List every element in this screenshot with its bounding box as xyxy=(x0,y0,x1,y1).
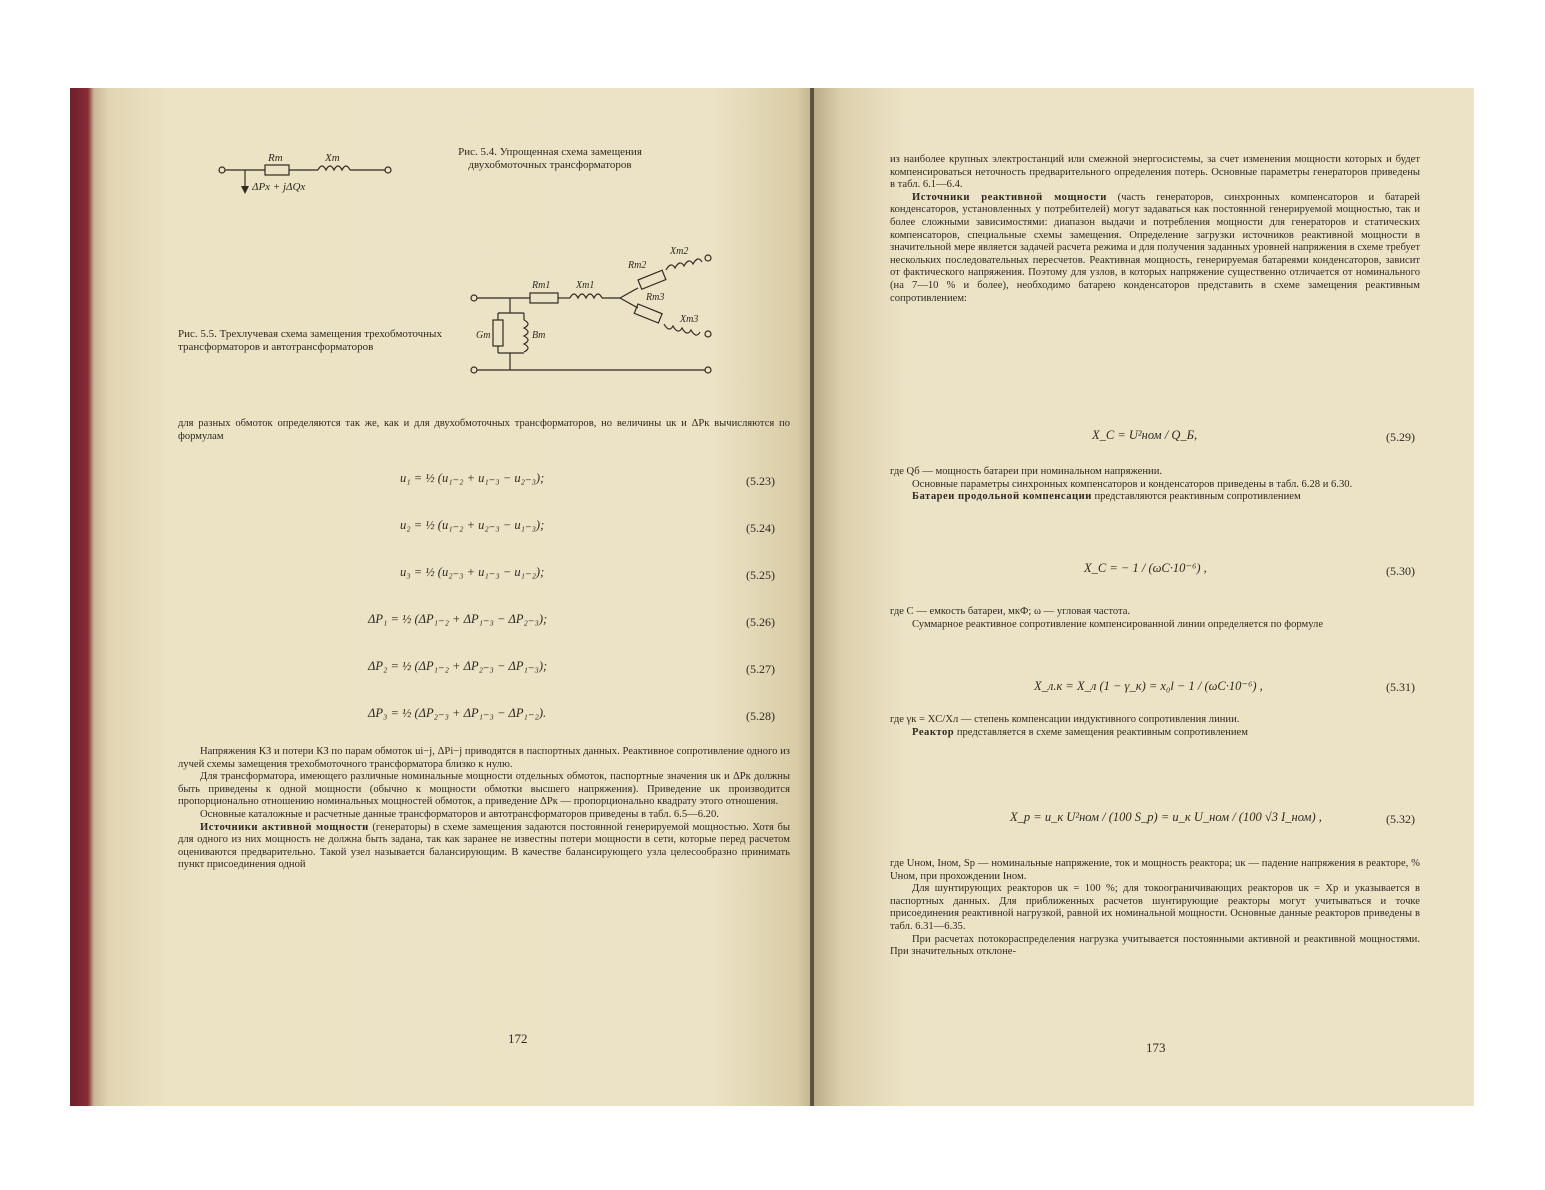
right-paragraph-1: из наиболее крупных электростанций или смежной энергосистемы, за счет изменения мощности которых и будет компенсироваться неточность предварительного определения потерь. Основные параметры генераторов приведены в табл. 6.1—6.4. xyxy=(890,154,1420,191)
fig55-label-b: Bт xyxy=(532,330,546,341)
equation-number: (5.30) xyxy=(1386,564,1415,578)
open-book xyxy=(70,88,1474,1106)
left-paragraph-3: Основные каталожные и расчетные данные трансформаторов и автотрансформаторов приведены в табл. 6.5—6.20. xyxy=(200,808,719,820)
equation-5-32: X_р = u_к U²ном / (100 S_р) = u_к U_ном / (100 √3 I_ном) , xyxy=(1010,810,1322,824)
fig55-label-x1: Xт1 xyxy=(576,280,595,291)
fig54-label-loss: ΔPх + jΔQх xyxy=(252,181,306,193)
left-paragraph-1: Напряжения КЗ и потери КЗ по парам обмоток ui−j, ΔPi−j приводятся в паспортных данных. Реактивное сопротивление одного из лучей схемы замещения трехобмоточного трансформатора близко к нулю. xyxy=(178,746,790,770)
equation-5-24: u₂ = ½ (u₁₋₂ + u₂₋₃ − u₁₋₃); xyxy=(400,518,545,532)
figure-5-5-diagram xyxy=(470,238,730,388)
right-paragraph-10: где Uном, Iном, Sр — номинальные напряжение, ток и мощность реактора; uк — падение напряжения в реакторе, % Uном, при прохождении Iном. xyxy=(890,858,1420,882)
right-paragraph-2 xyxy=(890,192,1420,305)
right-body-bottom xyxy=(890,858,1420,959)
equation-5-23: u₁ = ½ (u₁₋₂ + u₁₋₃ − u₂₋₃); xyxy=(400,471,545,485)
right-paragraph-12: При расчетах потокораспределения нагрузка учитывается постоянными активной и реактивной мощностями. При значительных отклоне- xyxy=(890,933,1420,958)
series-compensation-term: Батареи продольной компенсации xyxy=(912,491,1092,503)
fig54-label-r: Rт xyxy=(268,152,283,164)
right-body-mid-1 xyxy=(890,466,1420,504)
equation-5-25: u₃ = ½ (u₂₋₃ + u₁₋₃ − u₁₋₂); xyxy=(400,565,545,579)
fig55-label-r1: Rт1 xyxy=(532,280,551,291)
right-paragraph-8: где γк = XC/Xл — степень компенсации индуктивного сопротивления линии. xyxy=(890,714,1240,725)
equation-number: (5.27) xyxy=(746,662,775,676)
right-body-top xyxy=(890,154,1420,305)
left-page xyxy=(110,88,818,1106)
left-intro-paragraph: для разных обмоток определяются так же, как и для двухобмоточных трансформаторов, но величины uк и ΔPк вычисляются по формулам xyxy=(178,418,790,442)
right-body-mid-2 xyxy=(890,606,1420,631)
fig55-label-r3: Rт3 xyxy=(646,292,665,303)
equation-5-27: ΔP₂ = ½ (ΔP₁₋₂ + ΔP₂₋₃ − ΔP₁₋₃); xyxy=(368,659,548,673)
equation-number: (5.26) xyxy=(746,615,775,629)
left-paragraph-4 xyxy=(178,822,790,872)
fig55-label-r2: Rт2 xyxy=(628,260,647,271)
figure-5-5-caption: Рис. 5.5. Трехлучевая схема замещения трехобмоточных трансформаторов и автотрансформаторов xyxy=(178,328,442,353)
left-paragraph-4-text: (генераторы) в схеме замещения задаются постоянной генерируемой мощностью. Хотя бы для одного из них мощность не должна быть задана, так как заранее не известны потери мощности в сети, которые перед расчетом оцениваются предварительно. Такой узел называется балансирующим. В качестве балансирующего узла целесообразно принимать пункт присоединения одной xyxy=(178,821,790,871)
right-paragraph-6: где C — емкость батареи, мкФ; ω — угловая частота. xyxy=(890,606,1131,617)
right-paragraph-9-text: представляется в схеме замещения реактивным сопротивлением xyxy=(954,726,1248,738)
right-paragraph-4: Основные параметры синхронных компенсаторов и конденсаторов приведены в табл. 6.28 и 6.30. xyxy=(912,478,1353,490)
right-paragraph-5 xyxy=(890,491,1420,504)
equation-number: (5.28) xyxy=(746,709,775,723)
equation-number: (5.24) xyxy=(746,521,775,535)
right-paragraph-3: где Qб — мощность батареи при номинальном напряжении. xyxy=(890,466,1163,477)
right-paragraph-2-text: (часть генераторов, синхронных компенсаторов и батарей конденсаторов, установленных у потребителей) могут задаваться как постоянной генерируемой мощностью, так и более сложными зависимостями: диапазон выдачи и потребления мощности для генераторов и статических компенсаторов, специальные схемы замещения. Определение загрузки источников реактивной мощности в значительной мере является задачей расчета режима и для получения заданных уровней напряжения в схеме требует нескольких последовательных пересчетов. Реактивная мощность, генерируемая батареями конденсаторов, зависит от фактического напряжения. Поэтому для узлов, в которых напряжение существенно отличается от номинального (на 7—10 % и более), необходимо батарею конденсаторов представить в схеме замещения реактивным сопротивлением: xyxy=(890,191,1420,304)
fig55-label-g: Gт xyxy=(476,330,491,341)
right-paragraph-7: Суммарное реактивное сопротивление компенсированной линии определяется по формуле xyxy=(912,618,1324,630)
right-paragraph-9 xyxy=(890,727,1420,740)
equation-5-30: X_C = − 1 / (ωC·10⁻⁶) , xyxy=(1084,561,1207,575)
active-power-sources-term: Источники активной мощности xyxy=(200,821,369,833)
figure-5-4-diagram xyxy=(210,144,410,204)
right-paragraph-5-text: представляются реактивным сопротивлением xyxy=(1091,491,1301,503)
fig55-label-x3: Xт3 xyxy=(680,314,699,325)
right-body-mid-3 xyxy=(890,714,1420,739)
page-number-left: 172 xyxy=(508,1031,528,1046)
left-body-text xyxy=(178,746,790,872)
fig55-label-x2: Xт2 xyxy=(670,246,689,257)
equation-5-29: X_C = U²ном / Q_Б, xyxy=(1092,428,1198,442)
right-page xyxy=(814,88,1474,1106)
equation-number: (5.25) xyxy=(746,568,775,582)
equation-5-28: ΔP₃ = ½ (ΔP₂₋₃ + ΔP₁₋₃ − ΔP₁₋₂). xyxy=(368,706,547,720)
equation-5-26: ΔP₁ = ½ (ΔP₁₋₂ + ΔP₁₋₃ − ΔP₂₋₃); xyxy=(368,612,548,626)
book-cover-edge xyxy=(70,88,110,1106)
equation-number: (5.29) xyxy=(1386,430,1415,444)
page-number-right: 173 xyxy=(1146,1040,1166,1055)
figure-5-4-caption: Рис. 5.4. Упрощенная схема замещения двухобмоточных трансформаторов xyxy=(458,146,642,171)
equation-5-31: X_л.к = X_л (1 − γ_к) = x₀l − 1 / (ωC·10⁻⁶) , xyxy=(1034,679,1263,693)
reactive-power-sources-term: Источники реактивной мощности xyxy=(912,191,1107,203)
reactor-term: Реактор xyxy=(912,726,955,738)
right-paragraph-11: Для шунтирующих реакторов uк = 100 %; для токоограничивающих реакторов uк = Xр и указывается в паспортных данных. Для приближенных расчетов шунтирующие реакторы могут учитываться и точке присоединения реактивной нагрузкой, равной их номинальной мощности. Основные данные реакторов приведены в табл. 6.31—6.35. xyxy=(890,883,1420,932)
fig54-label-x: Xт xyxy=(325,152,340,164)
equation-number: (5.31) xyxy=(1386,680,1415,694)
equation-number: (5.32) xyxy=(1386,812,1415,826)
left-paragraph-2: Для трансформатора, имеющего различные номинальные мощности отдельных обмоток, паспортные значения uк и ΔPк должны быть приведены к одной мощности (обычно к мощности обмотки высшего напряжения). Приведение uк производится пропорционально отношению номинальных мощностей обмоток, а приведение ΔPк — пропорционально квадрату этого отношения. xyxy=(178,771,790,808)
equation-number: (5.23) xyxy=(746,474,775,488)
